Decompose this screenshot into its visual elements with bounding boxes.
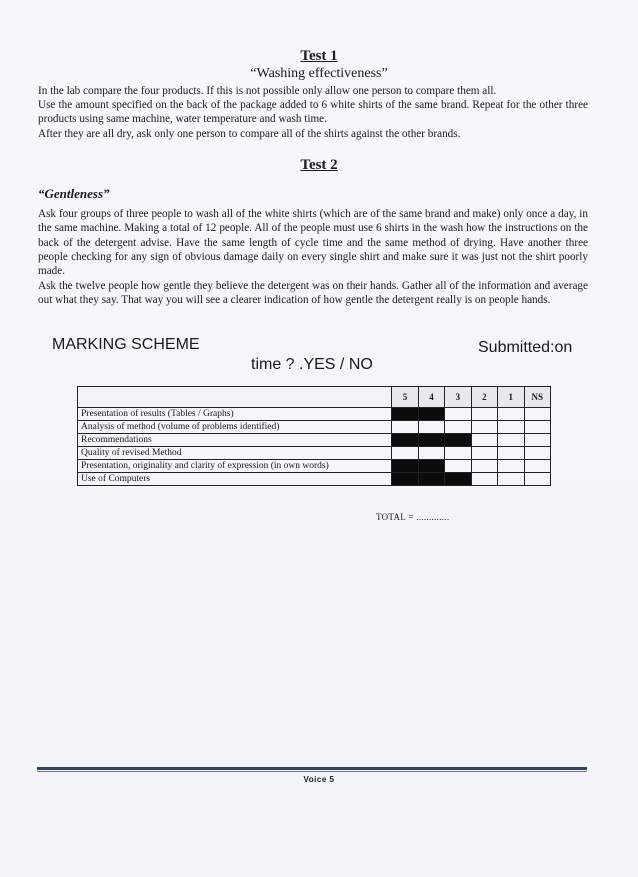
marking-score-cell-ns — [524, 460, 550, 473]
marking-score-cell-ns — [524, 421, 550, 434]
test2-heading: Test 2 — [300, 157, 338, 173]
footer-rule-thin — [37, 771, 587, 772]
marking-score-cell-4 — [418, 434, 444, 447]
marking-score-cell-3 — [445, 421, 471, 434]
marking-row-label: Use of Computers — [78, 473, 392, 486]
marking-score-cell-1 — [498, 434, 524, 447]
marking-row — [78, 473, 551, 486]
marking-score-cell-ns — [524, 473, 550, 486]
marking-header-row — [78, 387, 551, 408]
marking-row — [78, 434, 551, 447]
marking-score-cell-5 — [392, 421, 418, 434]
marking-score-cell-4 — [418, 460, 444, 473]
submitted-on-label: Submitted:on — [478, 339, 573, 356]
marking-row-label: Quality of revised Method — [78, 447, 392, 460]
test2-paragraph-1: Ask four groups of three people to wash all of the white shirts (which are of the same brand and make) only once a day, in the same machine. Making a total of 12 people. All of the people must use 6 shirts in the wash how the instructions on the back of the detergent advise. Have the same length of cycle time and the same method of drying. Have another three people checking for any sign of obvious damage daily on every single shirt and make sure it was just not the shirt poorly made. — [38, 208, 588, 278]
marking-score-cell-2 — [471, 447, 497, 460]
marking-score-cell-3 — [445, 408, 471, 421]
test2-subtitle: “Gentleness” — [38, 186, 110, 201]
marking-header-ns: NS — [524, 387, 550, 408]
marking-score-cell-5 — [392, 434, 418, 447]
marking-header-1: 1 — [498, 387, 524, 408]
marking-score-cell-1 — [498, 473, 524, 486]
marking-score-cell-5 — [392, 447, 418, 460]
marking-scheme-table — [77, 386, 551, 486]
marking-header-blank — [78, 387, 392, 408]
marking-row — [78, 421, 551, 434]
footer-rule — [37, 767, 587, 770]
marking-score-cell-1 — [498, 447, 524, 460]
marking-score-cell-4 — [418, 421, 444, 434]
marking-score-cell-5 — [392, 408, 418, 421]
marking-score-cell-1 — [498, 421, 524, 434]
marking-score-cell-2 — [471, 434, 497, 447]
marking-score-cell-5 — [392, 473, 418, 486]
marking-row-label: Presentation of results (Tables / Graphs) — [78, 408, 392, 421]
marking-header-4: 4 — [418, 387, 444, 408]
marking-score-cell-3 — [445, 460, 471, 473]
marking-row — [78, 460, 551, 473]
time-yes-no-label: time ? .YES / NO — [251, 356, 373, 373]
marking-score-cell-4 — [418, 447, 444, 460]
marking-row — [78, 447, 551, 460]
test1-paragraph-3: After they are all dry, ask only one person to compare all of the shirts against the other brands. — [38, 128, 461, 140]
marking-score-cell-ns — [524, 408, 550, 421]
test2-paragraph-2: Ask the twelve people how gentle they believe the detergent was on their hands. Gather all of the information and average out what they say. That way you will see a clearer indication of how gentle the detergent really is on people hands. — [38, 280, 588, 307]
test1-subtitle: “Washing effectiveness” — [250, 66, 388, 81]
marking-scheme-title: MARKING SCHEME — [52, 336, 200, 353]
test1-heading: Test 1 — [300, 48, 338, 64]
marking-row-label: Analysis of method (volume of problems identified) — [78, 421, 392, 434]
total-label: TOTAL = ............. — [376, 512, 450, 522]
marking-score-cell-4 — [418, 473, 444, 486]
marking-score-cell-2 — [471, 408, 497, 421]
marking-score-cell-2 — [471, 473, 497, 486]
marking-score-cell-ns — [524, 447, 550, 460]
marking-score-cell-3 — [445, 434, 471, 447]
marking-score-cell-5 — [392, 460, 418, 473]
test1-paragraph-1: In the lab compare the four products. If this is not possible only allow one person to compare them all. — [38, 85, 497, 97]
marking-score-cell-1 — [498, 460, 524, 473]
test1-paragraph-2: Use the amount specified on the back of the package added to 6 white shirts of the same brand. Repeat for the other three products using same machine, water temperature and wash time. — [38, 99, 588, 126]
marking-header-5: 5 — [392, 387, 418, 408]
marking-score-cell-2 — [471, 421, 497, 434]
marking-score-cell-2 — [471, 460, 497, 473]
marking-row-label: Recommendations — [78, 434, 392, 447]
marking-row-label: Presentation, originality and clarity of expression (in own words) — [78, 460, 392, 473]
marking-score-cell-1 — [498, 408, 524, 421]
marking-score-cell-ns — [524, 434, 550, 447]
marking-row — [78, 408, 551, 421]
marking-score-cell-4 — [418, 408, 444, 421]
marking-score-cell-3 — [445, 473, 471, 486]
marking-score-cell-3 — [445, 447, 471, 460]
footer-page-label: Voice 5 — [303, 775, 335, 784]
marking-header-2: 2 — [471, 387, 497, 408]
marking-header-3: 3 — [445, 387, 471, 408]
